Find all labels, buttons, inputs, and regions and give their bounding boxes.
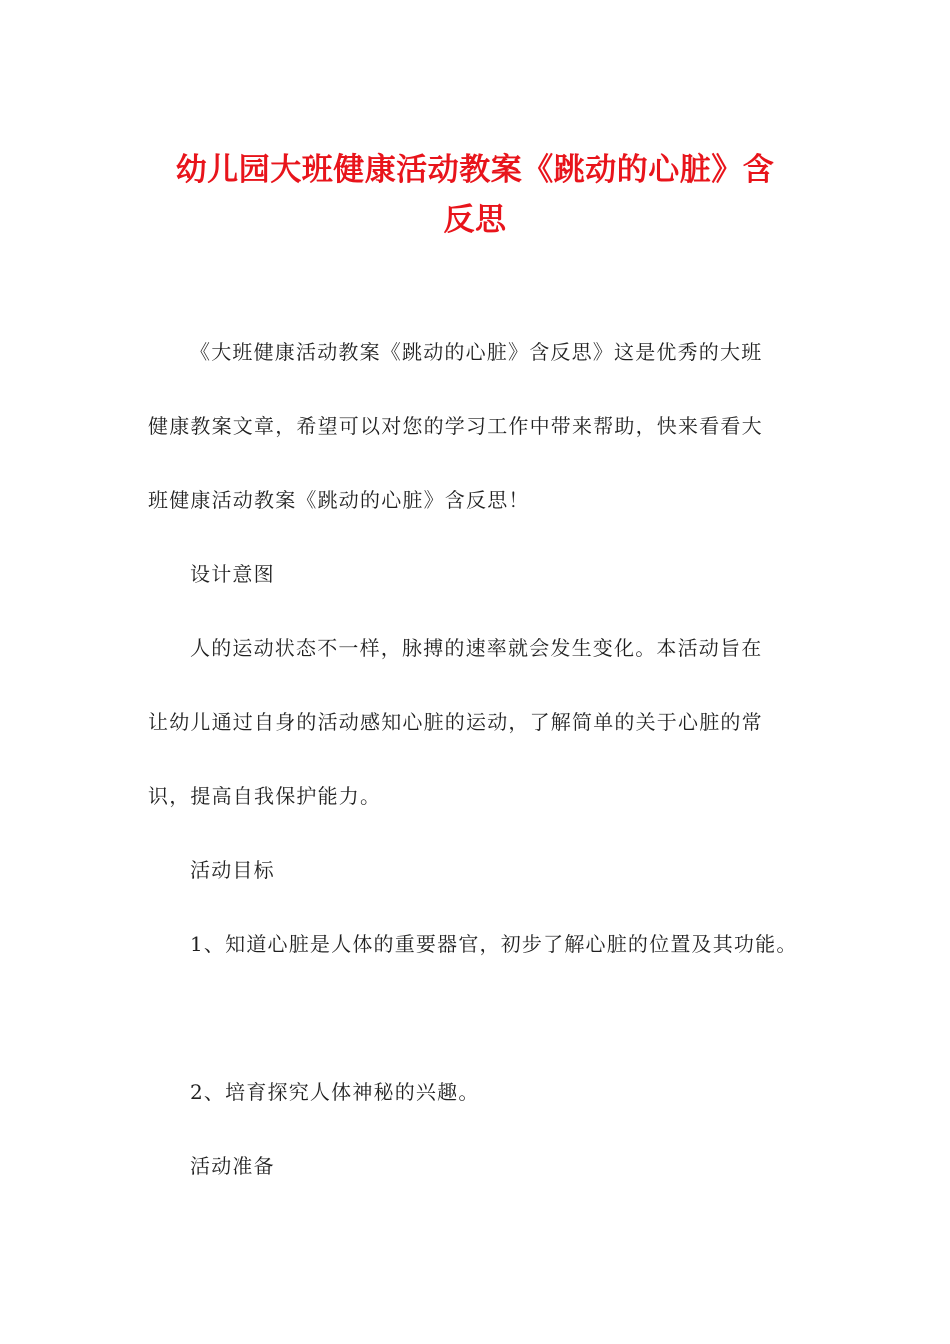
activity-preparation-heading: 活动准备 <box>190 1154 275 1178</box>
intro-paragraph-line-1: 《大班健康活动教案《跳动的心脏》含反思》这是优秀的大班 <box>190 340 763 364</box>
design-paragraph-line-2: 让幼儿通过自身的活动感知心脏的运动，了解简单的关于心脏的常 <box>148 710 763 734</box>
design-paragraph-line-3: 识，提高自我保护能力。 <box>148 784 382 808</box>
goal-item-2: 2、培育探究人体神秘的兴趣。 <box>190 1080 480 1104</box>
goal-item-1: 1、知道心脏是人体的重要器官，初步了解心脏的位置及其功能。 <box>190 932 798 956</box>
design-intent-heading: 设计意图 <box>190 562 275 586</box>
document-title-line-2: 反思 <box>443 202 507 238</box>
design-paragraph-line-1: 人的运动状态不一样，脉搏的速率就会发生变化。本活动旨在 <box>190 636 763 660</box>
document-title-line-1: 幼儿园大班健康活动教案《跳动的心脏》含 <box>175 152 775 188</box>
activity-goals-heading: 活动目标 <box>190 858 275 882</box>
intro-paragraph-line-3: 班健康活动教案《跳动的心脏》含反思！ <box>148 488 530 512</box>
intro-paragraph-line-2: 健康教案文章，希望可以对您的学习工作中带来帮助，快来看看大 <box>148 414 763 438</box>
